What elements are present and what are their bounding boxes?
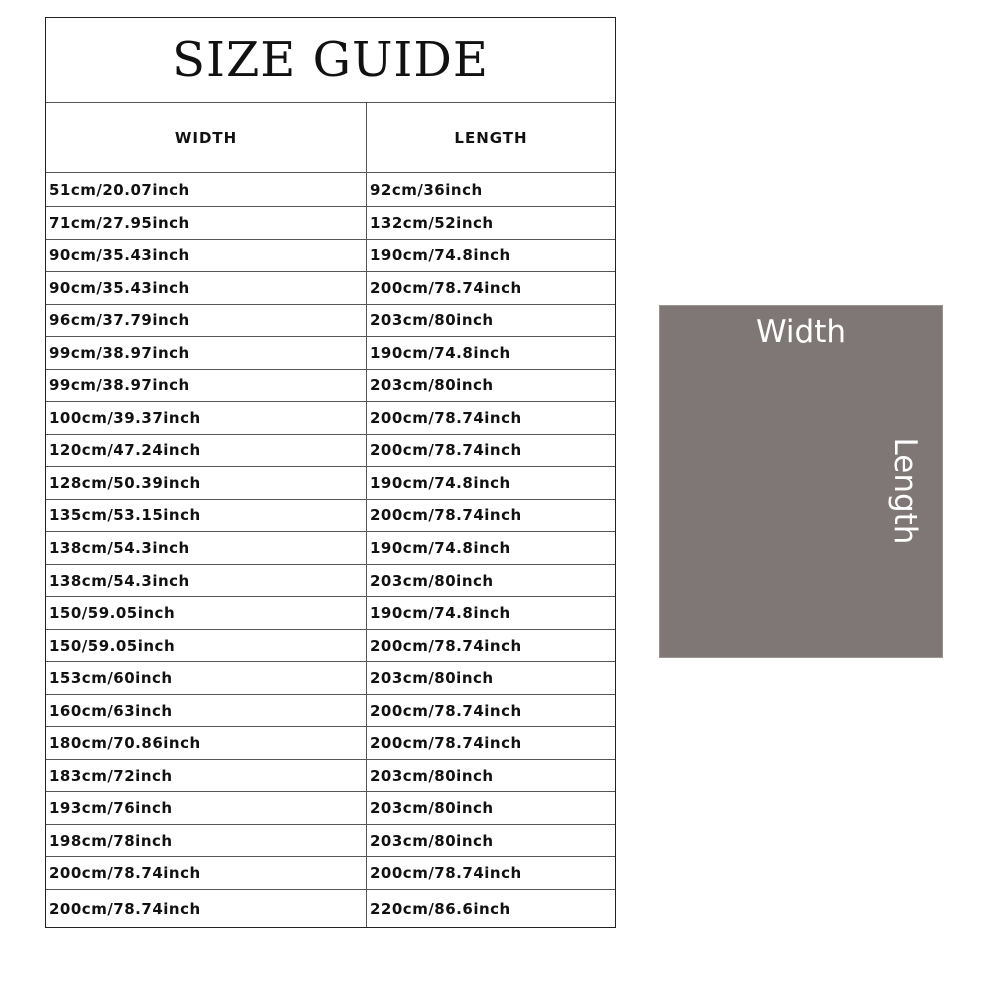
length-cell: 92cm/36inch — [370, 180, 483, 199]
width-cell: 90cm/35.43inch — [46, 240, 367, 272]
width-cell: 198cm/78inch — [46, 825, 367, 857]
width-cell: 193cm/76inch — [46, 792, 367, 824]
table-row — [46, 857, 615, 890]
table-row — [46, 305, 615, 338]
length-cell: 200cm/78.74inch — [370, 278, 522, 297]
table-row — [46, 597, 615, 630]
width-cell: 90cm/35.43inch — [46, 272, 367, 304]
length-cell: 200cm/78.74inch — [370, 441, 522, 460]
width-cell: 180cm/70.86inch — [46, 727, 367, 759]
table-row — [46, 727, 615, 760]
length-cell: 203cm/80inch — [370, 799, 494, 818]
width-cell: 150/59.05inch — [46, 630, 367, 662]
width-cell: 120cm/47.24inch — [46, 435, 367, 467]
length-cell: 203cm/80inch — [370, 831, 494, 850]
length-cell: 200cm/78.74inch — [370, 734, 522, 753]
length-label: Length — [887, 437, 923, 545]
width-cell: 128cm/50.39inch — [46, 467, 367, 499]
table-row — [46, 760, 615, 793]
width-cell: 100cm/39.37inch — [46, 402, 367, 434]
table-row — [46, 500, 615, 533]
length-cell: 132cm/52inch — [370, 213, 494, 232]
width-cell: 183cm/72inch — [46, 760, 367, 792]
length-cell: 190cm/74.8inch — [370, 538, 511, 557]
table-row — [46, 792, 615, 825]
length-cell: 190cm/74.8inch — [370, 246, 511, 265]
width-cell: 96cm/37.79inch — [46, 305, 367, 337]
table-row — [46, 207, 615, 240]
table-row — [46, 370, 615, 403]
length-cell: 190cm/74.8inch — [370, 604, 511, 623]
length-cell: 203cm/80inch — [370, 766, 494, 785]
width-cell: 138cm/54.3inch — [46, 565, 367, 597]
length-cell: 203cm/80inch — [370, 311, 494, 330]
table-row — [46, 240, 615, 273]
width-label: Width — [755, 314, 847, 350]
size-guide-table — [45, 17, 616, 928]
length-cell: 203cm/80inch — [370, 376, 494, 395]
length-cell: 190cm/74.8inch — [370, 343, 511, 362]
table-row — [46, 630, 615, 663]
length-cell: 200cm/78.74inch — [370, 636, 522, 655]
table-row — [46, 890, 615, 927]
table-row — [46, 565, 615, 598]
length-cell: 200cm/78.74inch — [370, 864, 522, 883]
table-row — [46, 402, 615, 435]
table-header-row — [46, 103, 615, 173]
table-row — [46, 825, 615, 858]
column-header-length: LENGTH — [454, 128, 528, 147]
table-row — [46, 435, 615, 468]
table-row — [46, 337, 615, 370]
page-title: SIZE GUIDE — [46, 18, 615, 103]
table-row — [46, 532, 615, 565]
width-cell: 71cm/27.95inch — [46, 207, 367, 239]
table-row — [46, 467, 615, 500]
width-cell: 200cm/78.74inch — [46, 857, 367, 889]
table-row — [46, 662, 615, 695]
column-header-width: WIDTH — [46, 103, 367, 172]
table-row — [46, 272, 615, 305]
table-row — [46, 695, 615, 728]
length-cell: 200cm/78.74inch — [370, 408, 522, 427]
length-cell: 200cm/78.74inch — [370, 506, 522, 525]
size-diagram — [659, 305, 943, 658]
length-cell: 200cm/78.74inch — [370, 701, 522, 720]
length-cell: 220cm/86.6inch — [370, 899, 511, 918]
width-cell: 99cm/38.97inch — [46, 337, 367, 369]
width-cell: 153cm/60inch — [46, 662, 367, 694]
width-cell: 160cm/63inch — [46, 695, 367, 727]
width-cell: 138cm/54.3inch — [46, 532, 367, 564]
width-cell: 99cm/38.97inch — [46, 370, 367, 402]
length-cell: 203cm/80inch — [370, 669, 494, 688]
length-cell: 190cm/74.8inch — [370, 473, 511, 492]
length-cell: 203cm/80inch — [370, 571, 494, 590]
table-body — [46, 173, 615, 927]
width-cell: 200cm/78.74inch — [46, 890, 367, 927]
table-row — [46, 173, 615, 207]
width-cell: 150/59.05inch — [46, 597, 367, 629]
width-cell: 51cm/20.07inch — [46, 173, 367, 206]
width-cell: 135cm/53.15inch — [46, 500, 367, 532]
